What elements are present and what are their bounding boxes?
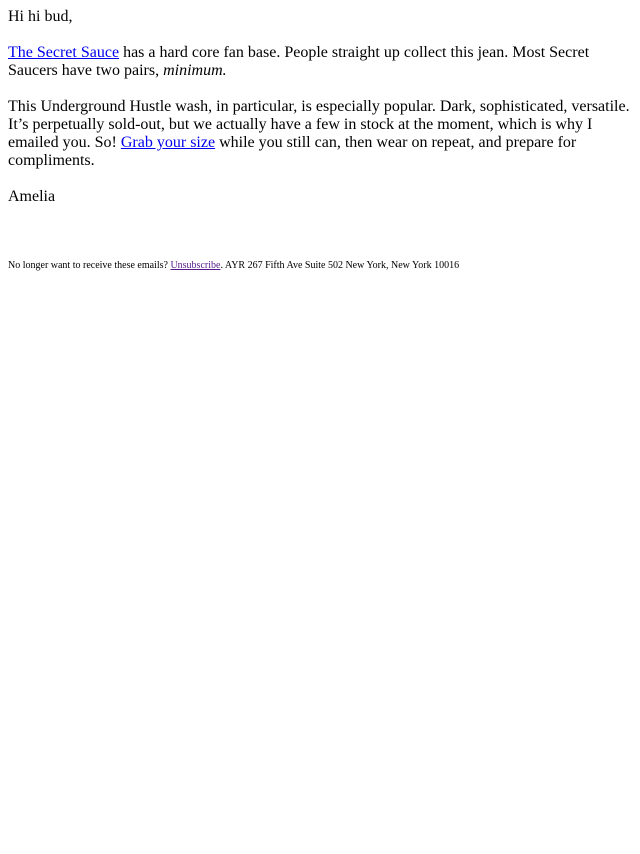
unsubscribe-link[interactable]: Unsubscribe xyxy=(170,260,221,271)
paragraph-underground-hustle-text: This Underground Hustle wash, in particular, is especially popular. Dark, sophisticated, versatile. It’s perpetually sold-out, but we actually have a few in stock at the moment, which is why I emailed you. So! xyxy=(8,98,630,151)
paragraph-underground-hustle-closing: while you still can, then wear on repeat, and prepare for compliments. xyxy=(8,134,577,169)
paragraph-secret-sauce-text: has a hard core fan base. People straight up collect this jean. Most Secret Saucers have two pairs, xyxy=(8,44,590,79)
footer-spacer xyxy=(8,224,632,260)
footer xyxy=(8,260,632,272)
signature: Amelia xyxy=(8,188,56,205)
greeting: Hi hi bud, xyxy=(8,8,73,25)
paragraph-underground-hustle xyxy=(8,98,632,170)
grab-your-size-link[interactable]: Grab your size xyxy=(120,134,216,151)
email-body xyxy=(0,0,640,272)
footer-prompt: No longer want to receive these emails? xyxy=(8,260,171,271)
secret-sauce-link[interactable]: The Secret Sauce xyxy=(8,44,120,61)
paragraph-secret-sauce xyxy=(8,44,632,80)
emphasis-minimum: minimum. xyxy=(163,62,227,79)
footer-address: . AYR 267 Fifth Ave Suite 502 New York, New York 10016 xyxy=(220,260,460,271)
